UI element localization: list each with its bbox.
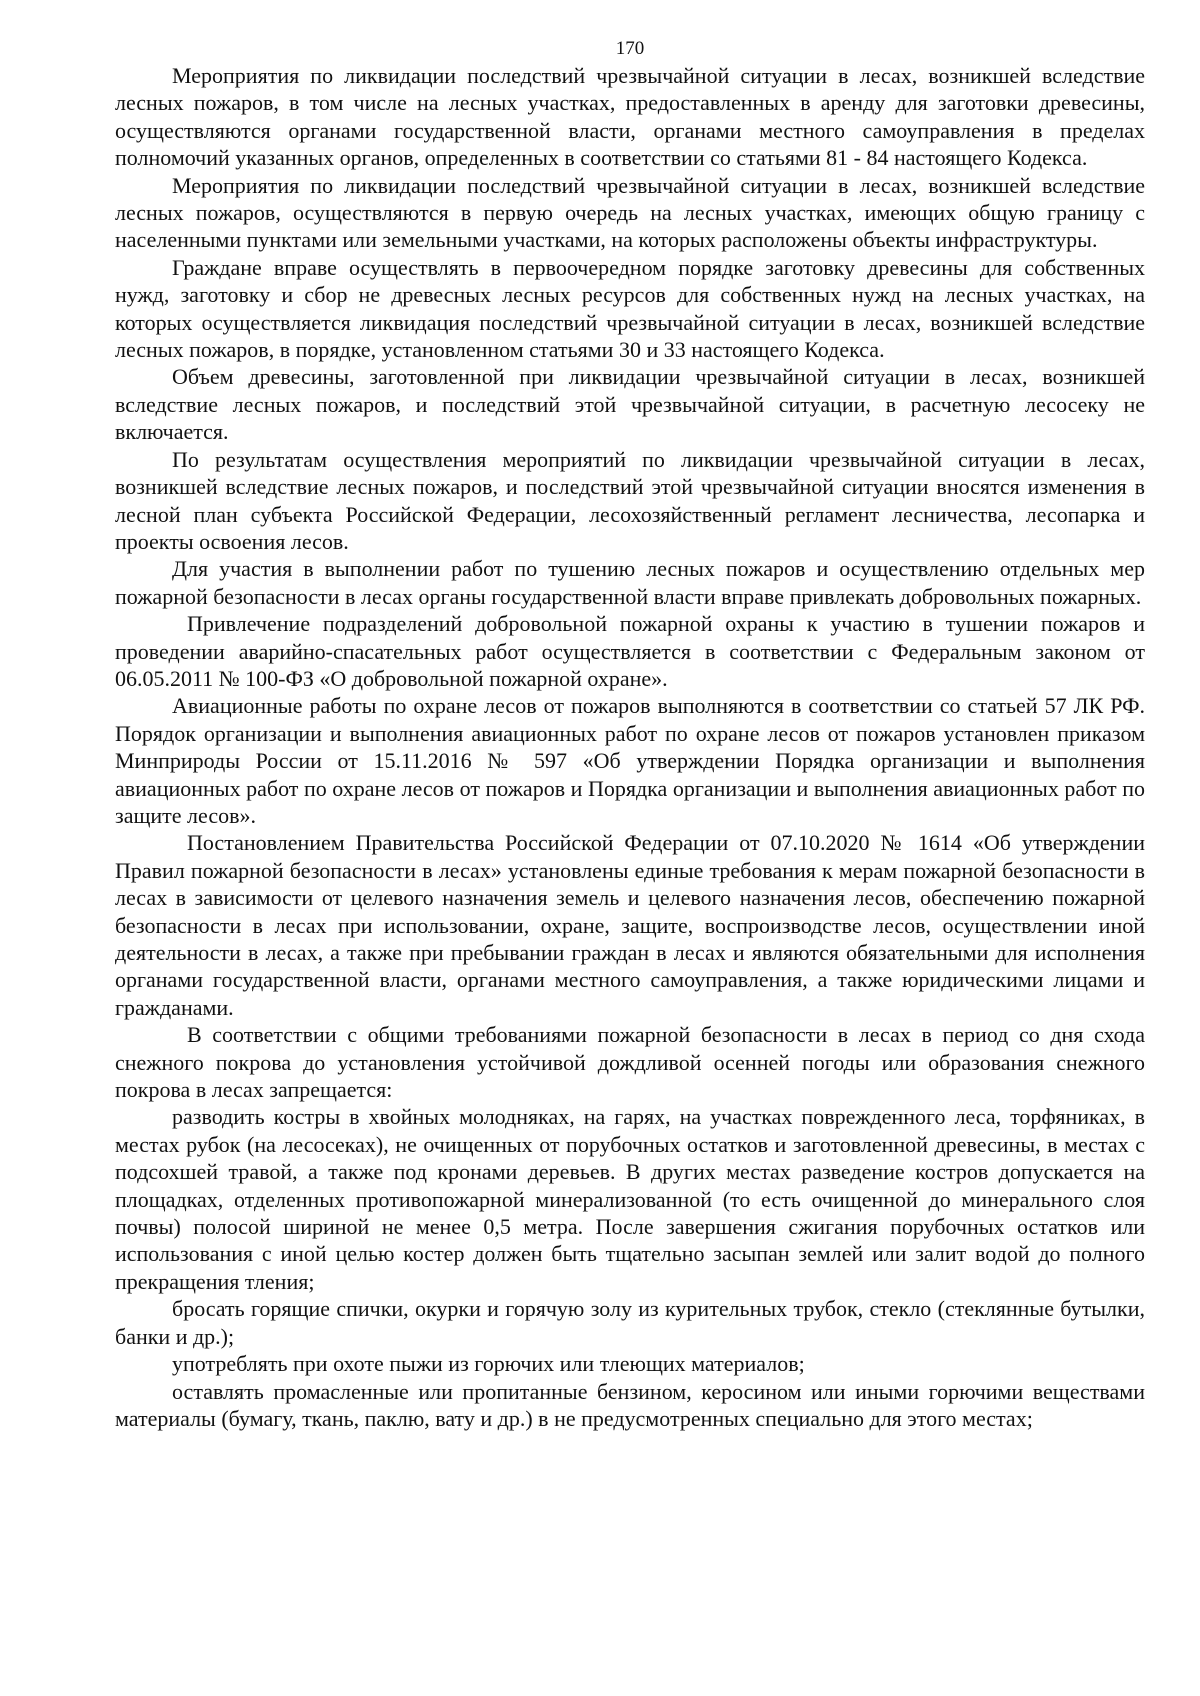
list-item: бросать горящие спички, окурки и горячую золу из курительных трубок, стекло (стеклянные бутылки, банки и др.); [115, 1296, 1145, 1349]
paragraph: Для участия в выполнении работ по тушению лесных пожаров и осуществлению отдельных мер пожарной безопасности в лесах органы государственной власти вправе привлекать добровольных пожарных. [115, 556, 1145, 609]
paragraph: Постановлением Правительства Российской Федерации от 07.10.2020 № 1614 «Об утверждении Правил пожарной безопасности в лесах» установлены единые требования к мерам пожарной безопасности в лесах в зависимости от целевого назначения земель и целевого назначения лесов, обеспечению пожарной безопасности в лесах при использовании, охране, защите, воспроизводстве лесов, осуществлении иной деятельности в лесах, а также при пребывании граждан в лесах и являются обязательными для исполнения органами государственной власти, органами местного самоуправления, а также юридическими лицами и гражданами. [115, 830, 1145, 1020]
paragraph: Привлечение подразделений добровольной пожарной охраны к участию в тушении пожаров и проведении аварийно-спасательных работ осуществляется в соответствии с Федеральным законом от 06.05.2011 № 100-ФЗ «О добровольной пожарной охране». [115, 611, 1145, 691]
page-number: 170 [615, 38, 645, 59]
paragraph: Мероприятия по ликвидации последствий чрезвычайной ситуации в лесах, возникшей вследствие лесных пожаров, осуществляются в первую очередь на лесных участках, имеющих общую границу с населенными пунктами или земельными участками, на которых расположены объекты инфраструктуры. [115, 172, 1145, 253]
list-item: разводить костры в хвойных молодняках, на гарях, на участках поврежденного леса, торфяниках, в местах рубок (на лесосеках), не очищенных от порубочных остатков и заготовленной древесины, в местах с подсохшей травой, а также под кронами деревьев. В других местах разведение костров допускается на площадках, отделенных противопожарной минерализованной (то есть очищенной до минерального слоя почвы) полосой шириной не менее 0,5 метра. После завершения сжигания порубочных остатков или использования с иной целью костер должен быть тщательно засыпан землей или залит водой до полного прекращения тления; [115, 1104, 1145, 1294]
paragraph: Граждане вправе осуществлять в первоочередном порядке заготовку древесины для собственных нужд, заготовку и сбор не древесных лесных ресурсов для собственных нужд на лесных участках, на которых осуществляется ликвидация последствий чрезвычайной ситуации в лесах, возникшей вследствие лесных пожаров, в порядке, установленном статьями 30 и 33 настоящего Кодекса. [115, 254, 1145, 363]
paragraph: Мероприятия по ликвидации последствий чрезвычайной ситуации в лесах, возникшей вследствие лесных пожаров, в том числе на лесных участках, предоставленных в аренду для заготовки древесины, осуществляются органами государственной власти, органами местного самоуправления в пределах полномочий указанных органов, определенных в соответствии со статьями 81 - 84 настоящего Кодекса. [115, 63, 1145, 171]
paragraph: Авиационные работы по охране лесов от пожаров выполняются в соответствии со статьей 57 ЛК РФ. Порядок организации и выполнения авиационных работ по охране лесов от пожаров установлен приказом Минприроды России от 15.11.2016 № 597 «Об утверждении Порядка организации и выполнения авиационных работ по охране лесов от пожаров и Порядка организации и выполнения авиационных работ по защите лесов». [115, 693, 1145, 828]
paragraph: По результатам осуществления мероприятий по ликвидации чрезвычайной ситуации в лесах, возникшей вследствие лесных пожаров, и последствий этой чрезвычайной ситуации вносятся изменения в лесной план субъекта Российской Федерации, лесохозяйственный регламент лесничества, лесопарка и проекты освоения лесов. [115, 446, 1145, 554]
list-item: употреблять при охоте пыжи из горючих или тлеющих материалов; [172, 1351, 805, 1377]
list-item: оставлять промасленные или пропитанные бензином, керосином или иными горючими веществами материалы (бумагу, ткань, паклю, вату и др.) в не предусмотренных специально для этого местах; [115, 1378, 1145, 1431]
paragraph: В соответствии с общими требованиями пожарной безопасности в лесах в период со дня схода снежного покрова до установления устойчивой дождливой осенней погоды или образования снежного покрова в лесах запрещается: [115, 1022, 1145, 1103]
document-body [115, 62, 1145, 1432]
paragraph: Объем древесины, заготовленной при ликвидации чрезвычайной ситуации в лесах, возникшей вследствие лесных пожаров, и последствий этой чрезвычайной ситуации, в расчетную лесосеку не включается. [115, 364, 1145, 445]
